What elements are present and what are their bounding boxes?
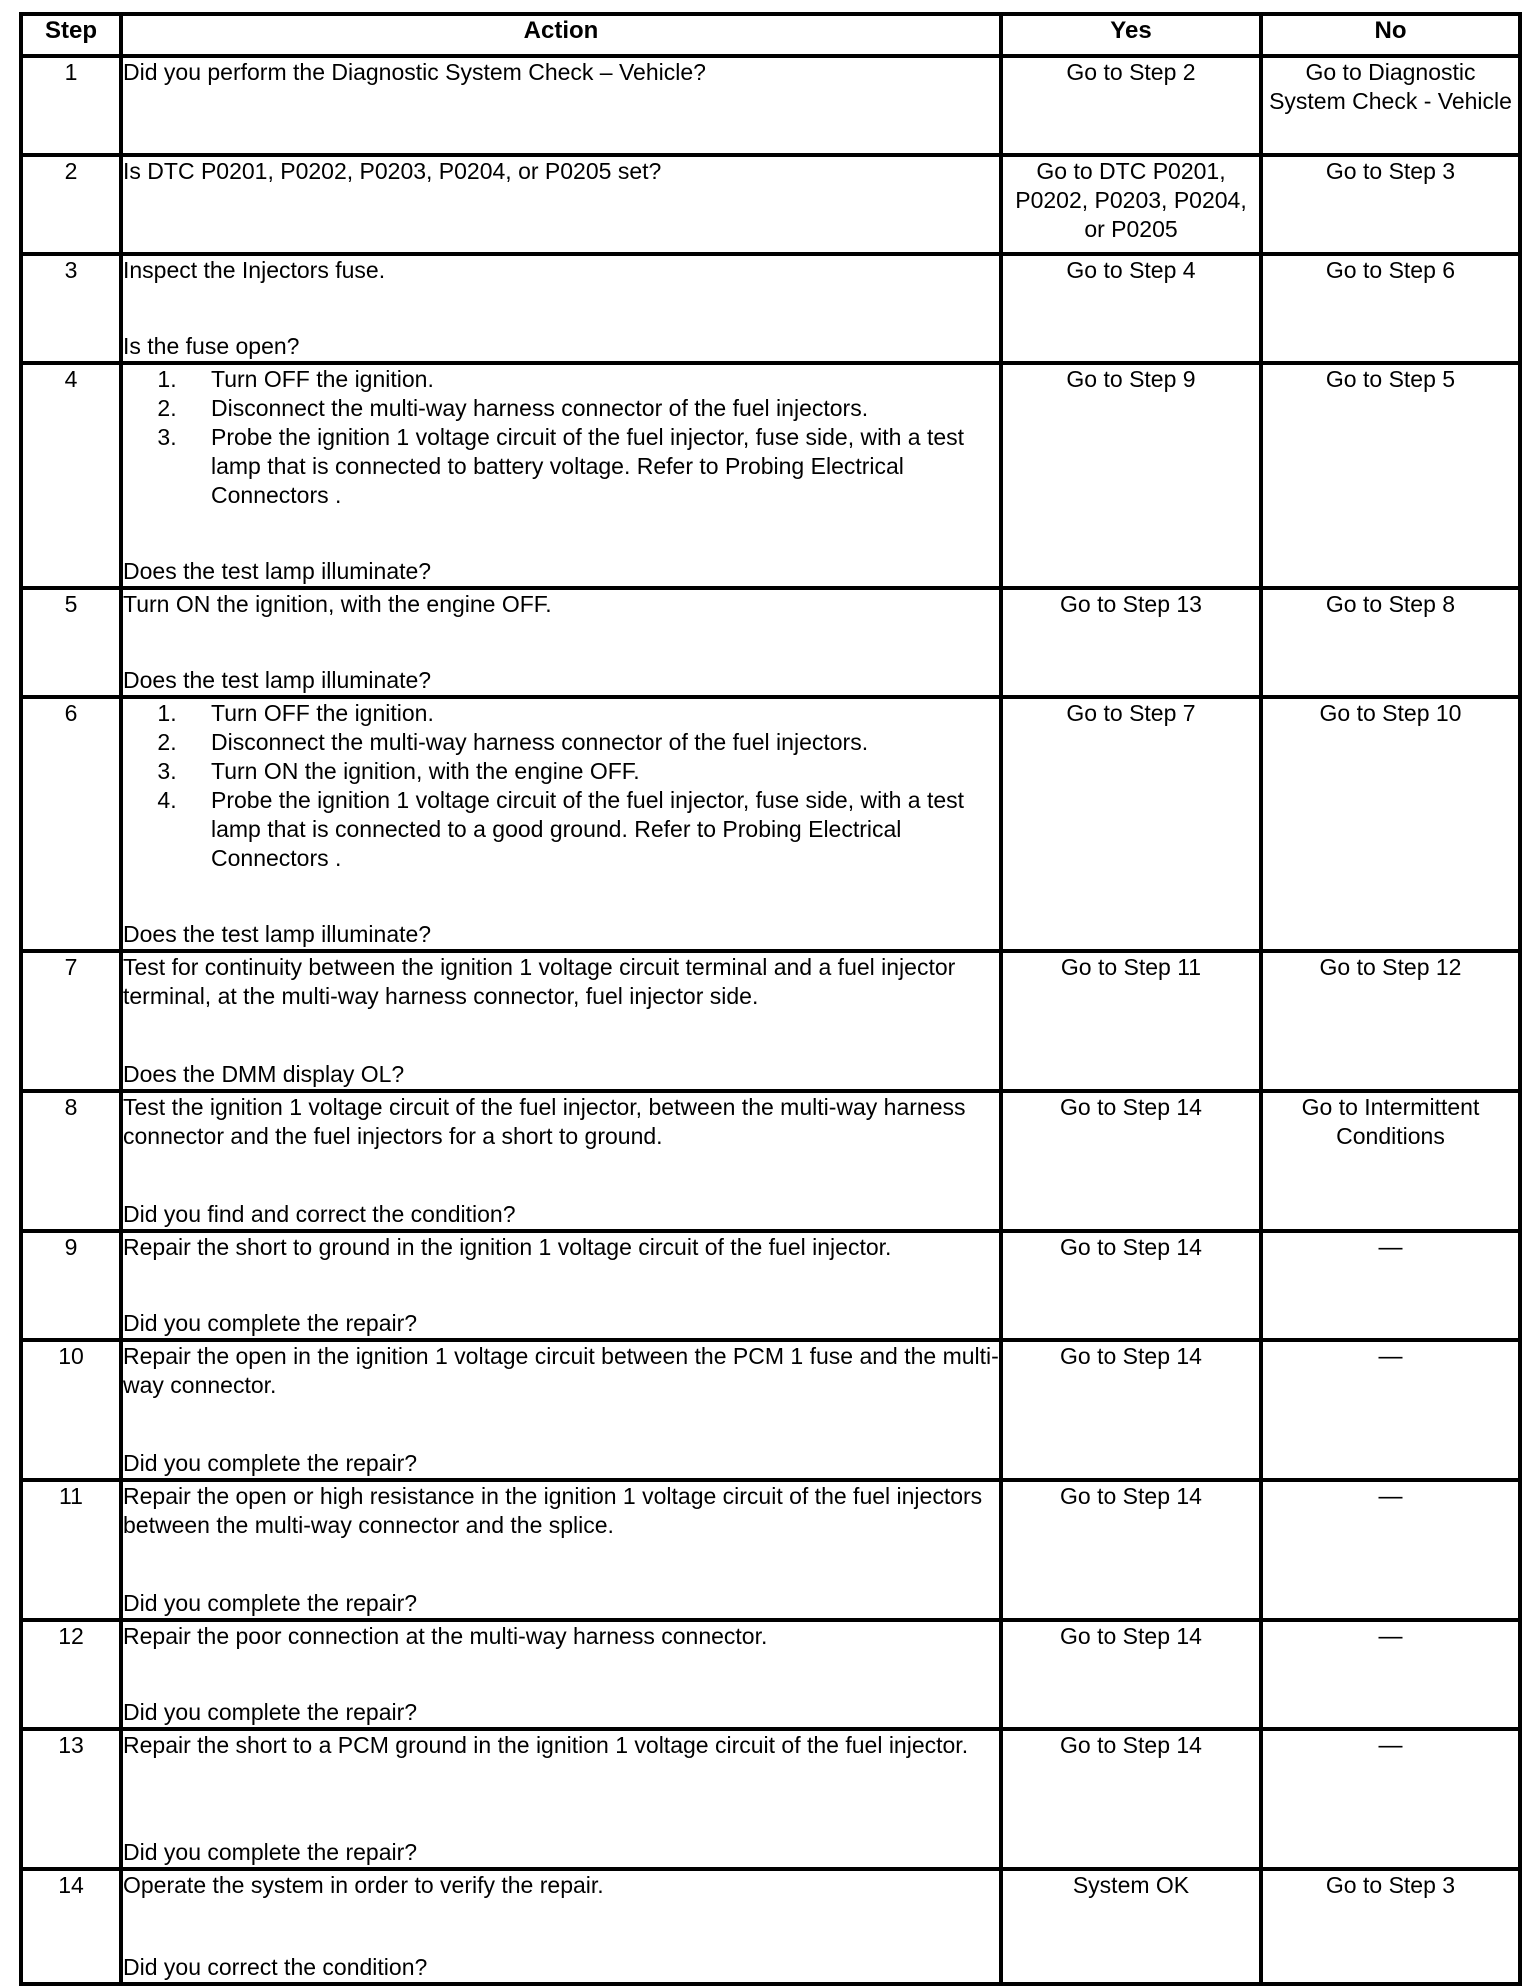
action-cell bbox=[121, 1729, 1001, 1869]
yes-text: Go to Step 14 bbox=[1060, 1732, 1202, 1758]
procedure-item: 2. Disconnect the multi-way harness connector of the fuel injectors. bbox=[183, 728, 999, 757]
table-row bbox=[21, 1091, 1520, 1231]
action-body bbox=[123, 365, 999, 510]
step-number: 7 bbox=[21, 951, 121, 1091]
yes-text: Go to Step 14 bbox=[1060, 1234, 1202, 1260]
step-number: 3 bbox=[21, 254, 121, 363]
action-body bbox=[123, 1482, 999, 1540]
step-number: 6 bbox=[21, 697, 121, 951]
action-content bbox=[123, 590, 999, 695]
no-text: Go to Intermittent Conditions bbox=[1301, 1094, 1480, 1149]
yes-text: System OK bbox=[1072, 1872, 1190, 1898]
no-cell bbox=[1261, 951, 1520, 1091]
action-text: Test the ignition 1 voltage circuit of the fuel injector, between the multi-way harness connector and the fuel injectors for a short to ground. bbox=[123, 1094, 966, 1149]
table-row bbox=[21, 363, 1520, 588]
table-row bbox=[21, 1729, 1520, 1869]
no-cell bbox=[1261, 1869, 1520, 1984]
action-question: Does the test lamp illuminate? bbox=[123, 921, 432, 947]
action-text: Repair the open in the ignition 1 voltage circuit between the PCM 1 fuse and the multi-way connector. bbox=[123, 1343, 999, 1398]
yes-text: Go to Step 13 bbox=[1060, 591, 1202, 617]
action-question: Does the DMM display OL? bbox=[123, 1061, 405, 1087]
diagnostic-table bbox=[19, 12, 1522, 1986]
action-text: Operate the system in order to verify the repair. bbox=[123, 1872, 604, 1898]
step-number: 1 bbox=[21, 56, 121, 155]
action-cell bbox=[121, 155, 1001, 254]
table-row bbox=[21, 951, 1520, 1091]
table-row bbox=[21, 697, 1520, 951]
action-content bbox=[123, 256, 999, 361]
header-action: Action bbox=[121, 14, 1001, 56]
step-number: 5 bbox=[21, 588, 121, 697]
action-cell bbox=[121, 1620, 1001, 1729]
table-row bbox=[21, 1231, 1520, 1340]
action-question: Did you complete the repair? bbox=[123, 1839, 418, 1865]
procedure-item: 3. Turn ON the ignition, with the engine OFF. bbox=[183, 757, 999, 786]
step-number: 8 bbox=[21, 1091, 121, 1231]
yes-text: Go to Step 2 bbox=[1066, 59, 1196, 85]
yes-cell bbox=[1001, 1340, 1261, 1480]
procedure-list bbox=[123, 365, 999, 510]
action-body bbox=[123, 157, 999, 186]
header-yes: Yes bbox=[1001, 14, 1261, 56]
yes-cell bbox=[1001, 588, 1261, 697]
no-cell bbox=[1261, 363, 1520, 588]
no-cell bbox=[1261, 1340, 1520, 1480]
action-cell bbox=[121, 1091, 1001, 1231]
table-row bbox=[21, 588, 1520, 697]
step-number: 14 bbox=[21, 1869, 121, 1984]
no-text: — bbox=[1378, 1234, 1403, 1261]
action-content bbox=[123, 365, 999, 586]
no-cell bbox=[1261, 1091, 1520, 1231]
action-text: Repair the short to a PCM ground in the ignition 1 voltage circuit of the fuel injector. bbox=[123, 1732, 969, 1758]
yes-cell bbox=[1001, 254, 1261, 363]
no-text: Go to Diagnostic System Check - Vehicle bbox=[1269, 59, 1512, 114]
yes-text: Go to DTC P0201, P0202, P0203, P0204, or P0205 bbox=[1015, 158, 1247, 242]
yes-cell bbox=[1001, 951, 1261, 1091]
action-cell bbox=[121, 1869, 1001, 1984]
action-content bbox=[123, 1482, 999, 1618]
action-content bbox=[123, 1871, 999, 1982]
action-body bbox=[123, 590, 999, 619]
table-row bbox=[21, 1480, 1520, 1620]
step-number: 9 bbox=[21, 1231, 121, 1340]
action-question: Did you correct the condition? bbox=[123, 1954, 428, 1980]
yes-text: Go to Step 9 bbox=[1066, 366, 1196, 392]
no-cell bbox=[1261, 1620, 1520, 1729]
action-text: Repair the short to ground in the ignition 1 voltage circuit of the fuel injector. bbox=[123, 1234, 892, 1260]
step-number: 11 bbox=[21, 1480, 121, 1620]
action-text: Turn ON the ignition, with the engine OFF. bbox=[123, 591, 552, 617]
yes-cell bbox=[1001, 1729, 1261, 1869]
table-row bbox=[21, 1340, 1520, 1480]
action-content bbox=[123, 58, 999, 153]
no-text: Go to Step 5 bbox=[1325, 366, 1456, 392]
action-body bbox=[123, 1731, 999, 1760]
yes-cell bbox=[1001, 363, 1261, 588]
action-question: Does the test lamp illuminate? bbox=[123, 667, 432, 693]
no-cell bbox=[1261, 697, 1520, 951]
no-cell bbox=[1261, 1231, 1520, 1340]
action-content bbox=[123, 1342, 999, 1478]
procedure-list bbox=[123, 699, 999, 873]
action-body bbox=[123, 1342, 999, 1400]
table-row bbox=[21, 56, 1520, 155]
yes-text: Go to Step 14 bbox=[1060, 1343, 1202, 1369]
step-number: 13 bbox=[21, 1729, 121, 1869]
action-text: Is DTC P0201, P0202, P0203, P0204, or P0205 set? bbox=[123, 158, 662, 184]
step-number: 10 bbox=[21, 1340, 121, 1480]
yes-text: Go to Step 14 bbox=[1060, 1094, 1202, 1120]
action-body bbox=[123, 1871, 999, 1900]
action-content bbox=[123, 1093, 999, 1229]
no-text: Go to Step 6 bbox=[1325, 257, 1456, 283]
action-question: Is the fuse open? bbox=[123, 333, 300, 359]
yes-text: Go to Step 4 bbox=[1066, 257, 1196, 283]
table-row bbox=[21, 1620, 1520, 1729]
table-body bbox=[21, 56, 1520, 1984]
action-cell bbox=[121, 1231, 1001, 1340]
no-cell bbox=[1261, 254, 1520, 363]
yes-text: Go to Step 14 bbox=[1060, 1623, 1202, 1649]
action-question: Did you find and correct the condition? bbox=[123, 1201, 516, 1227]
yes-cell bbox=[1001, 1091, 1261, 1231]
no-cell bbox=[1261, 1480, 1520, 1620]
yes-cell bbox=[1001, 1869, 1261, 1984]
no-text: Go to Step 10 bbox=[1319, 700, 1462, 726]
step-number: 4 bbox=[21, 363, 121, 588]
action-cell bbox=[121, 697, 1001, 951]
action-question: Did you complete the repair? bbox=[123, 1590, 418, 1616]
action-cell bbox=[121, 1480, 1001, 1620]
action-text: Test for continuity between the ignition 1 voltage circuit terminal and a fuel injector terminal, at the multi-way harness connector, fuel injector side. bbox=[123, 954, 956, 1009]
action-body bbox=[123, 953, 999, 1011]
action-content bbox=[123, 1233, 999, 1338]
yes-text: Go to Step 14 bbox=[1060, 1483, 1202, 1509]
action-text: Repair the poor connection at the multi-way harness connector. bbox=[123, 1623, 768, 1649]
table-row bbox=[21, 155, 1520, 254]
action-body bbox=[123, 1622, 999, 1651]
yes-text: Go to Step 7 bbox=[1066, 700, 1196, 726]
no-cell bbox=[1261, 155, 1520, 254]
action-question: Did you complete the repair? bbox=[123, 1310, 418, 1336]
no-cell bbox=[1261, 56, 1520, 155]
no-cell bbox=[1261, 1729, 1520, 1869]
action-text: Inspect the Injectors fuse. bbox=[123, 257, 386, 283]
action-question: Did you complete the repair? bbox=[123, 1699, 418, 1725]
no-text: — bbox=[1378, 1623, 1403, 1650]
action-text: Did you perform the Diagnostic System Check – Vehicle? bbox=[123, 59, 706, 85]
action-content bbox=[123, 953, 999, 1089]
no-text: — bbox=[1378, 1732, 1403, 1759]
procedure-item: 3. Probe the ignition 1 voltage circuit of the fuel injector, fuse side, with a test lamp that is connected to battery voltage. Refer to Probing Electrical Connectors . bbox=[183, 423, 999, 510]
no-text: — bbox=[1378, 1483, 1403, 1510]
action-cell bbox=[121, 951, 1001, 1091]
action-body bbox=[123, 58, 999, 87]
action-cell bbox=[121, 1340, 1001, 1480]
action-cell bbox=[121, 254, 1001, 363]
action-body bbox=[123, 1233, 999, 1262]
yes-cell bbox=[1001, 1480, 1261, 1620]
yes-cell bbox=[1001, 1620, 1261, 1729]
yes-cell bbox=[1001, 56, 1261, 155]
table-row bbox=[21, 1869, 1520, 1984]
yes-cell bbox=[1001, 697, 1261, 951]
action-question: Did you complete the repair? bbox=[123, 1450, 418, 1476]
step-number: 2 bbox=[21, 155, 121, 254]
no-cell bbox=[1261, 588, 1520, 697]
no-text: Go to Step 12 bbox=[1319, 954, 1462, 980]
action-content bbox=[123, 699, 999, 949]
action-question: Does the test lamp illuminate? bbox=[123, 558, 432, 584]
yes-cell bbox=[1001, 155, 1261, 254]
procedure-item: 4. Probe the ignition 1 voltage circuit of the fuel injector, fuse side, with a test lamp that is connected to a good ground. Refer to Probing Electrical Connectors . bbox=[183, 786, 999, 873]
action-cell bbox=[121, 56, 1001, 155]
action-cell bbox=[121, 363, 1001, 588]
action-content bbox=[123, 157, 999, 252]
header-step: Step bbox=[21, 14, 121, 56]
action-body bbox=[123, 699, 999, 873]
action-body bbox=[123, 1093, 999, 1151]
no-text: — bbox=[1378, 1343, 1403, 1370]
procedure-item: 1. Turn OFF the ignition. bbox=[183, 699, 999, 728]
no-text: Go to Step 3 bbox=[1325, 158, 1456, 184]
action-content bbox=[123, 1731, 999, 1867]
procedure-item: 1. Turn OFF the ignition. bbox=[183, 365, 999, 394]
action-text: Repair the open or high resistance in the ignition 1 voltage circuit of the fuel injectors between the multi-way connector and the splice. bbox=[123, 1483, 983, 1538]
procedure-item: 2. Disconnect the multi-way harness connector of the fuel injectors. bbox=[183, 394, 999, 423]
table-row bbox=[21, 254, 1520, 363]
step-number: 12 bbox=[21, 1620, 121, 1729]
action-content bbox=[123, 1622, 999, 1727]
yes-cell bbox=[1001, 1231, 1261, 1340]
header-no: No bbox=[1261, 14, 1520, 56]
no-text: Go to Step 8 bbox=[1325, 591, 1456, 617]
header-row bbox=[21, 14, 1520, 56]
no-text: Go to Step 3 bbox=[1325, 1872, 1456, 1898]
yes-text: Go to Step 11 bbox=[1060, 954, 1202, 980]
action-body bbox=[123, 256, 999, 285]
action-cell bbox=[121, 588, 1001, 697]
